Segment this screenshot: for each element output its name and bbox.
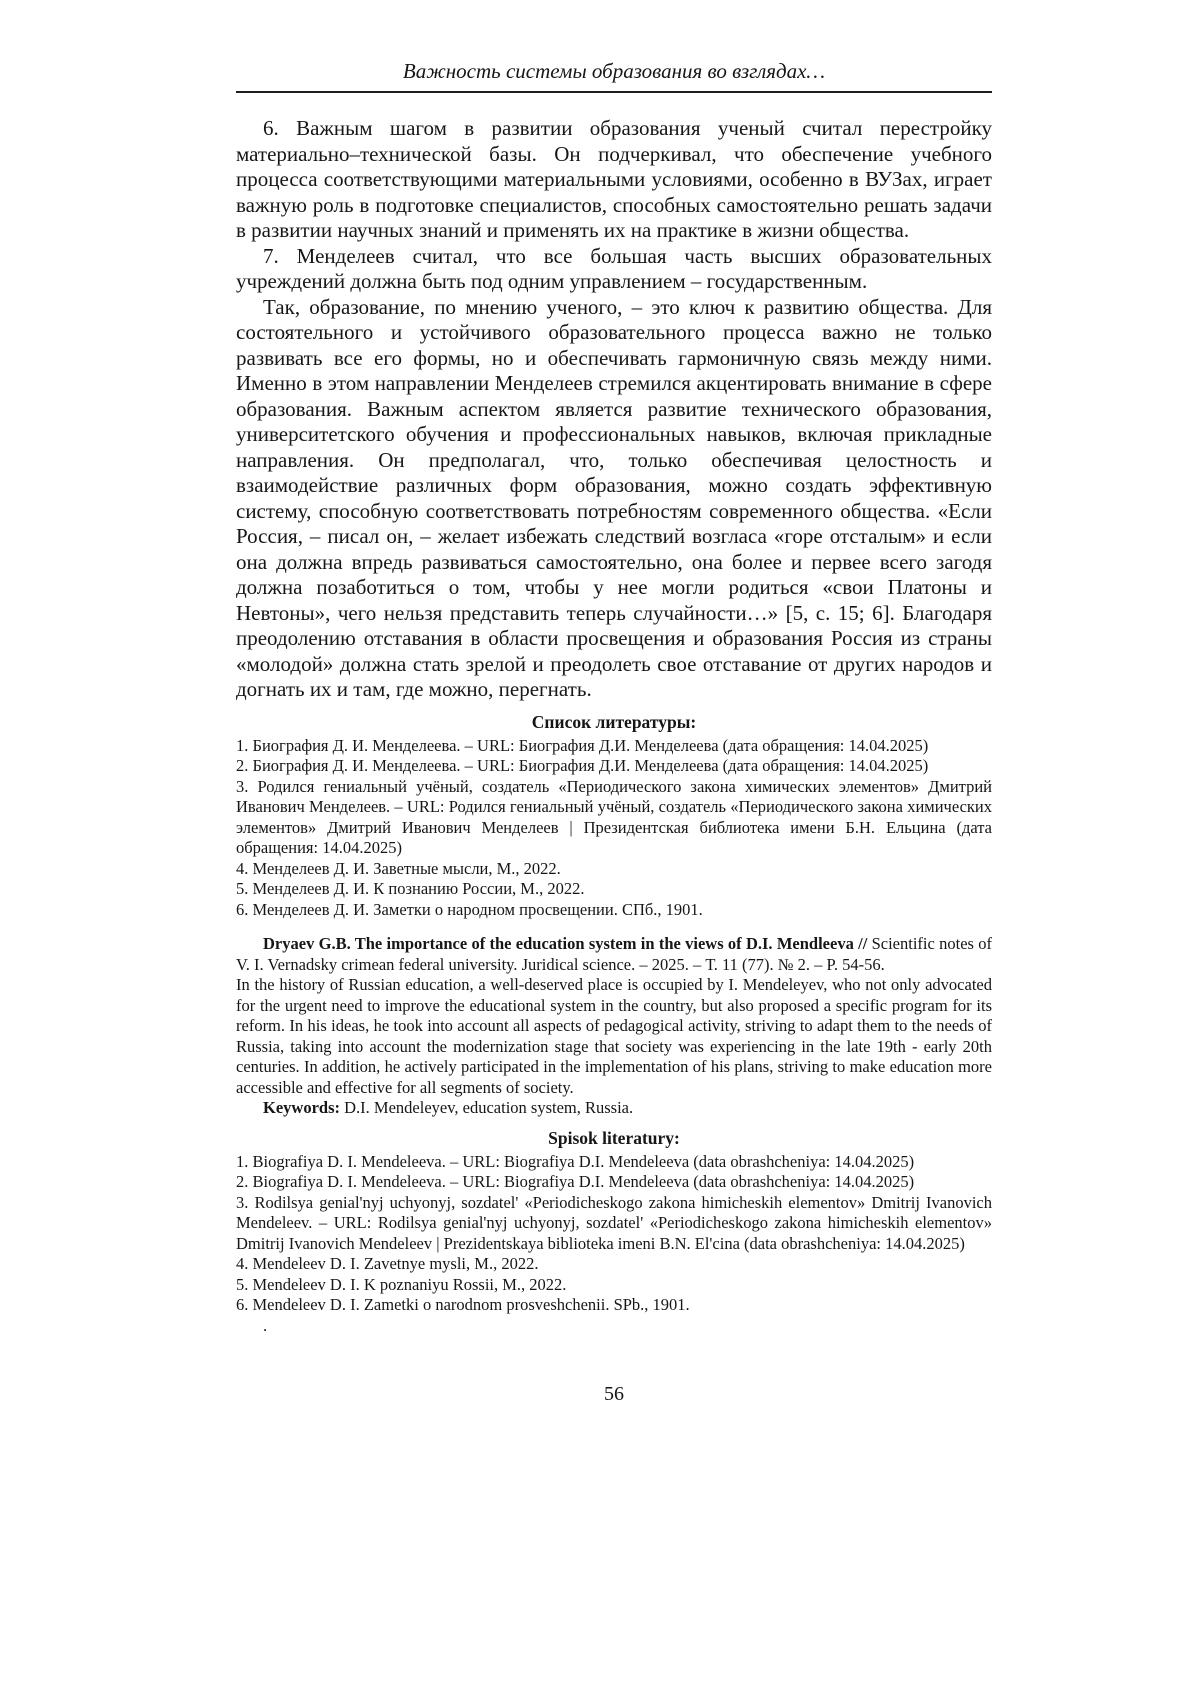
running-title: Важность системы образования во взглядах… <box>402 59 826 83</box>
abstract-citation-rest: Scientific notes of V. I. Vernadsky crimean federal university. Juridical science. – 2025. – Т. 11 (77). № 2. – P. 54-56. <box>236 934 992 974</box>
reference-en-item-5: 5. Mendeleev D. I. K poznaniyu Rossii, M., 2022. <box>236 1274 567 1294</box>
trailing-dot: . <box>263 1315 268 1335</box>
body-paragraph-7: 7. Менделеев считал, что все большая часть высших образовательных учреждений должна быть под одним управлением – государственным. <box>236 243 992 293</box>
reference-en-item-3: 3. Rodilsya genial'nyj uchyonyj, sozdatel' «Periodicheskogo zakona himicheskih elementov» Dmitrij Ivanovich Mendeleev. – URL: Rodilsya genial'nyj uchyonyj, sozdatel' «Periodicheskogo zakona himicheskih elementov» Dmitrij Ivanovich Mendeleev | Prezidentskaya biblioteka imeni B.N. El'cina (data obrashcheniya: 14.04.2025) <box>236 1192 992 1253</box>
reference-ru-item-6: 6. Менделеев Д. И. Заметки о народном просвещении. СПб., 1901. <box>236 899 703 919</box>
reference-ru-item-3: 3. Родился гениальный учёный, создатель «Периодического закона химических элементов» Дмитрий Иванович Менделеев. – URL: Родился гениальный учёный, создатель «Периодического закона химических элементов» Дмитрий Иванович Менделеев | Президентская библиотека имени Б.Н. Ельцина (дата обращения: 14.04.2025) <box>236 776 992 857</box>
references-en-heading: Spisok literatury: <box>548 1127 680 1148</box>
reference-ru-item-5: 5. Менделеев Д. И. К познанию России, М., 2022. <box>236 879 585 898</box>
running-header <box>236 58 992 93</box>
references-ru-list <box>236 736 992 921</box>
reference-en-item-1: 1. Biografiya D. I. Mendeleeva. – URL: Biografiya D.I. Mendeleeva (data obrashcheniya: 14.04.2025) <box>236 1151 915 1171</box>
abstract-citation <box>236 934 992 975</box>
keywords-line <box>236 1098 992 1119</box>
keywords-text: D.I. Mendeleyev, education system, Russia. <box>340 1098 634 1117</box>
abstract-citation-bold: Dryaev G.B. The importance of the education system in the views of D.I. Mendleeva // <box>263 934 868 953</box>
reference-ru-item-2: 2. Биография Д. И. Менделеева. – URL: Биография Д.И. Менделеева (дата обращения: 14.04.2025) <box>236 756 929 775</box>
references-ru-heading: Список литературы: <box>531 711 697 732</box>
english-abstract <box>236 934 992 1119</box>
references-en-list <box>236 1152 992 1337</box>
article-body <box>236 116 992 703</box>
page-content <box>236 58 992 1406</box>
keywords-label: Keywords: <box>263 1098 340 1117</box>
body-paragraph-conclusion: Так, образование, по мнению ученого, – это ключ к развитию общества. Для состоятельного и устойчивого образовательного процесса важно не только развивать все его формы, но и обеспечивать гармоничную связь между ними. Именно в этом направлении Менделеев стремился акцентировать внимание в сфере образования. Важным аспектом является развитие технического образования, университетского обучения и профессиональных навыков, включая прикладные направления. Он предполагал, что, только обеспечивая целостность и взаимодействие различных форм образования, можно создать эффективную систему, способную соответствовать потребностям современного общества. «Если Россия, – писал он, – желает избежать следствий возгласа «горе отсталым» и если она должна впредь развиваться самостоятельно, она более и первее всего загодя должна позаботиться о том, чтобы у нее могли родиться «свои Платоны и Невтоны», чего нельзя представить теперь случайности…» [5, с. 15; 6]. Благодаря преодолению отставания в области просвещения и образования Россия из страны «молодой» должна стать зрелой и преодолеть свое отставание от других народов и догнать их и там, где можно, перегнать. <box>236 294 992 701</box>
reference-ru-item-4: 4. Менделеев Д. И. Заветные мысли, М., 2022. <box>236 858 561 878</box>
reference-en-item-4: 4. Mendeleev D. I. Zavetnye mysli, M., 2022. <box>236 1254 539 1273</box>
abstract-text: In the history of Russian education, a well-deserved place is occupied by I. Mendeleyev, who not only advocated for the urgent need to improve the educational system in the country, but also proposed a specific program for its reform. In his ideas, he took into account all aspects of pedagogical activity, striving to adapt them to the needs of Russia, taking into account the modernization stage that society was experiencing in the late 19th - early 20th centuries. In addition, he actively participated in the implementation of his plans, striving to make education more accessible and effective for all segments of society. <box>236 975 992 1097</box>
body-paragraph-6: 6. Важным шагом в развитии образования ученый считал перестройку материально–технической базы. Он подчеркивал, что обеспечение учебного процесса соответствующими материальными условиями, особенно в ВУЗах, играет важную роль в подготовке специалистов, способных самостоятельно решать задачи в развитии научных знаний и применять их на практике в жизни общества. <box>236 116 992 242</box>
reference-en-item-2: 2. Biografiya D. I. Mendeleeva. – URL: Biografiya D.I. Mendeleeva (data obrashcheniya: 14.04.2025) <box>236 1172 915 1191</box>
page-number: 56 <box>604 1383 624 1405</box>
reference-ru-item-1: 1. Биография Д. И. Менделеева. – URL: Биография Д.И. Менделеева (дата обращения: 14.04.2025) <box>236 735 929 755</box>
reference-en-item-6: 6. Mendeleev D. I. Zametki o narodnom prosveshchenii. SPb., 1901. <box>236 1295 690 1314</box>
